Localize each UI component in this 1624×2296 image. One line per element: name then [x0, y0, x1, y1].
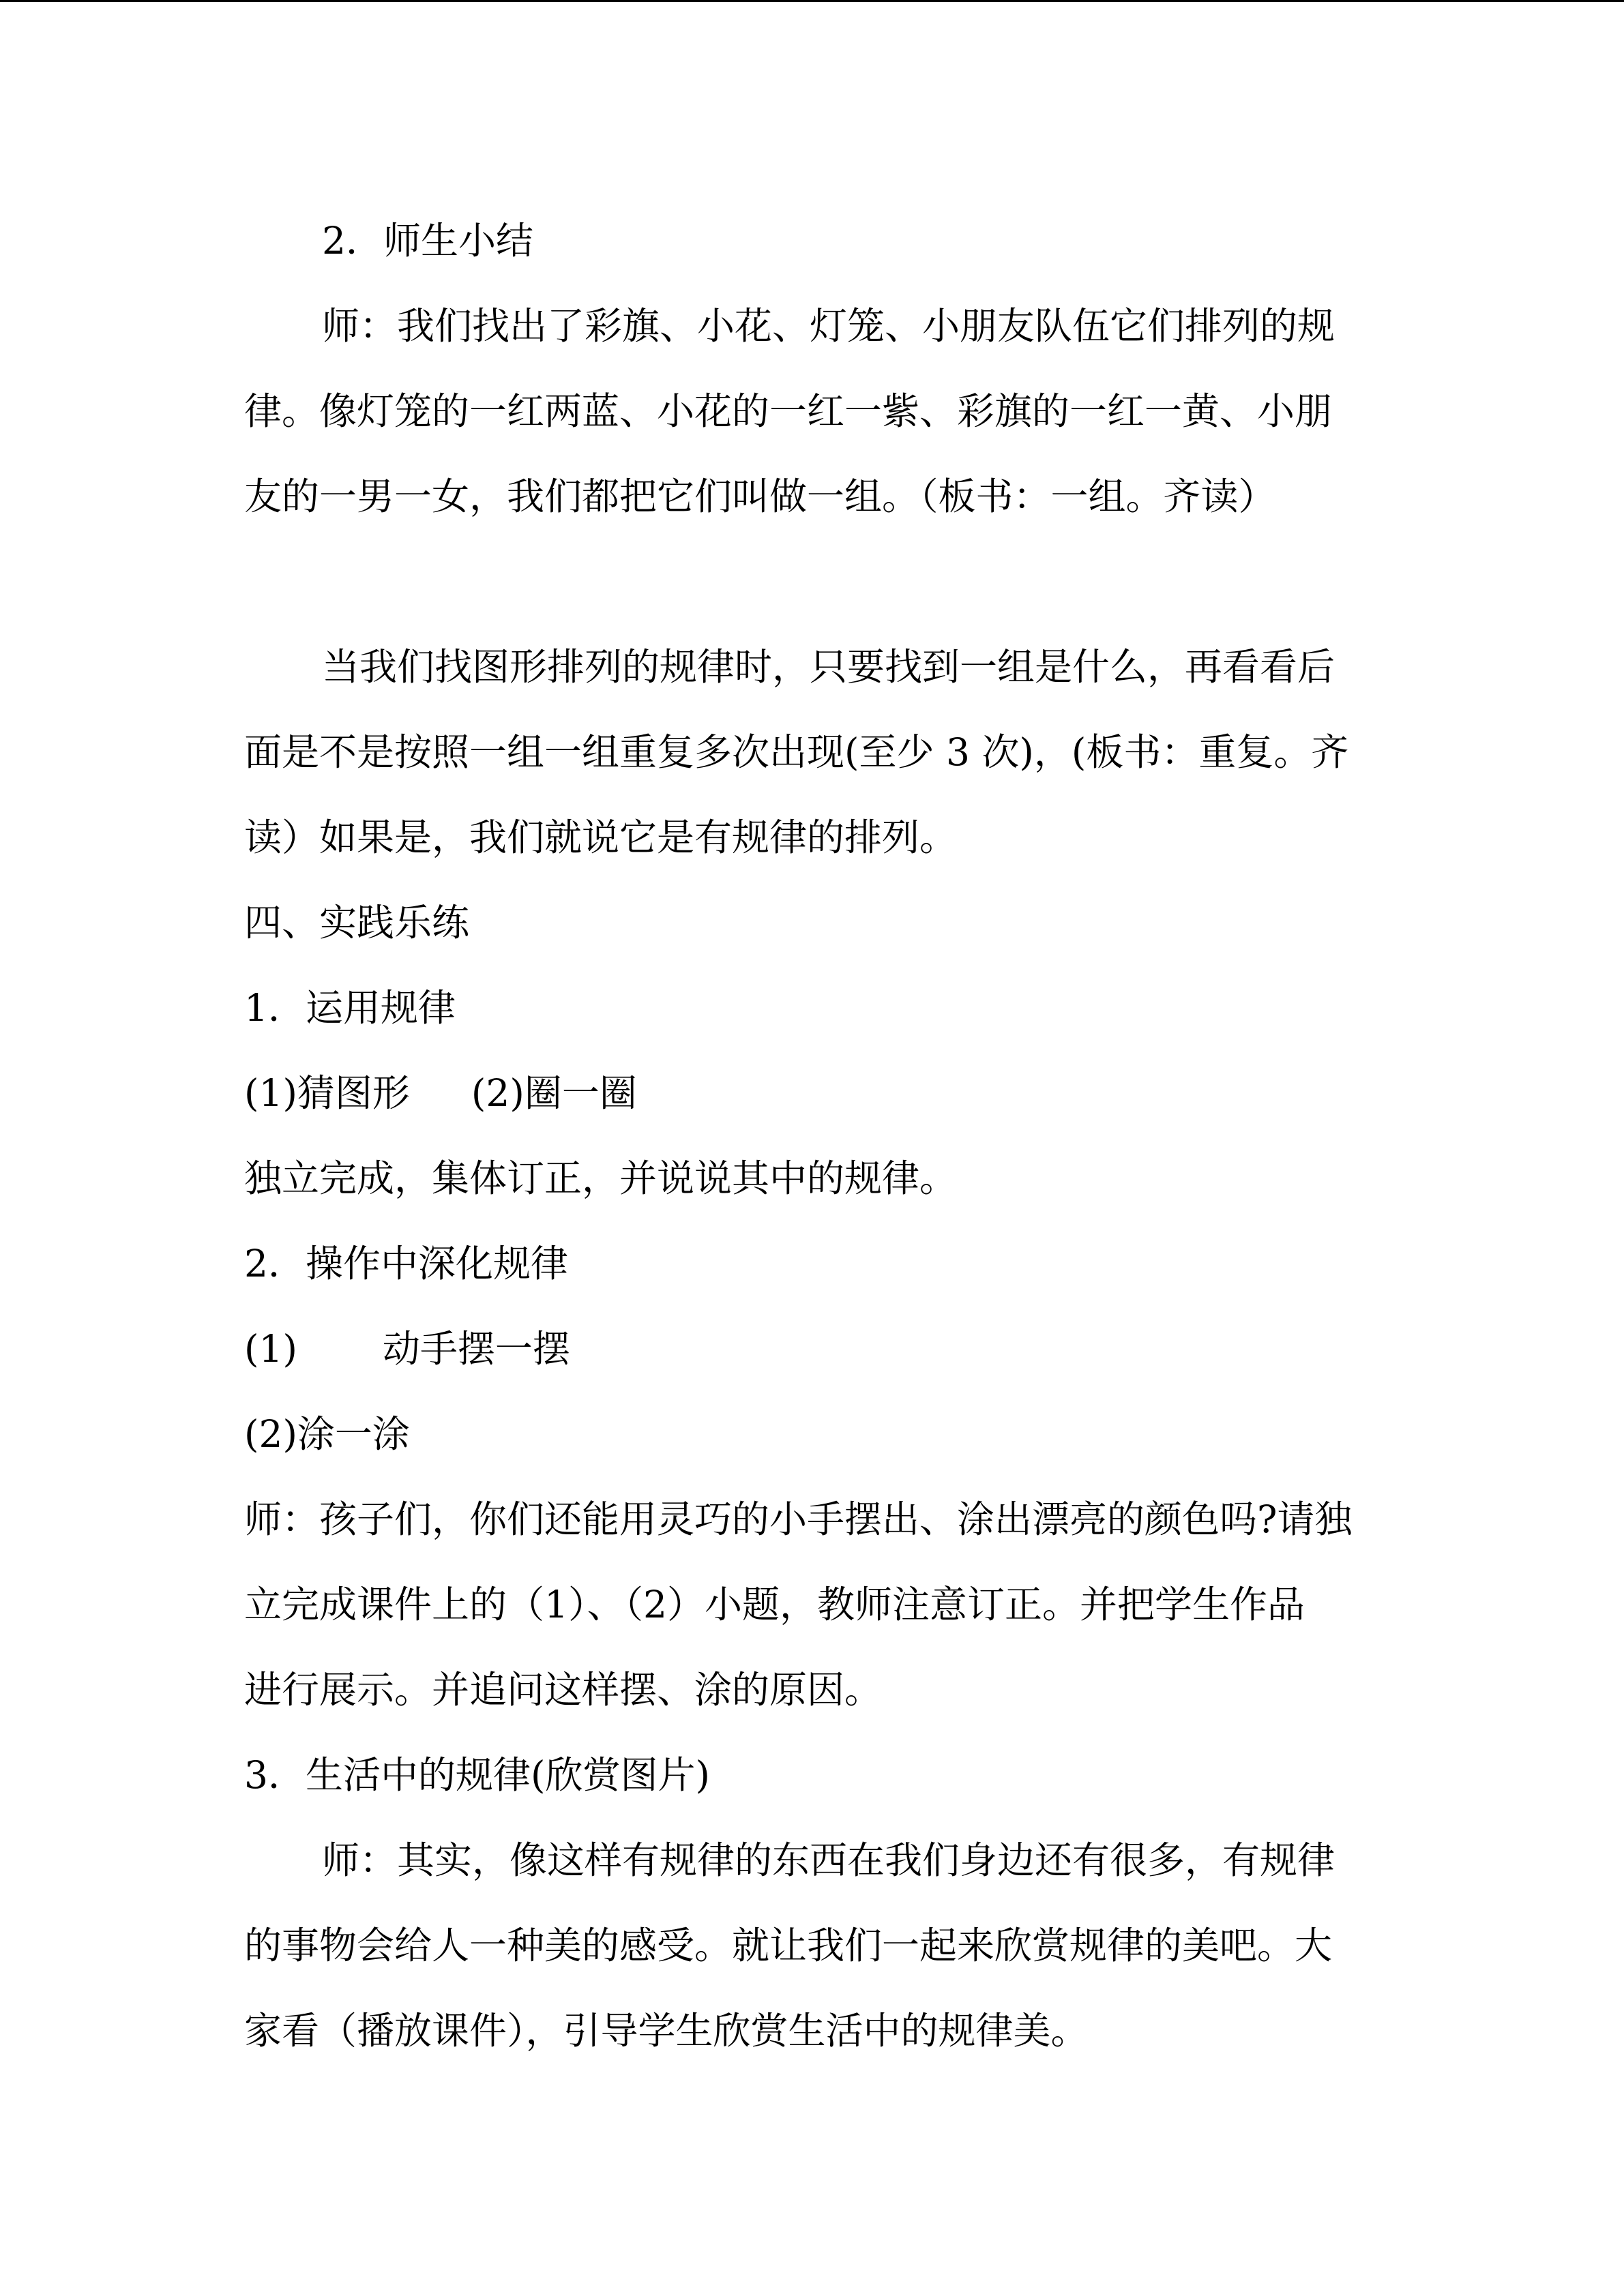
paragraph-line: 师：其实，像这样有规律的东西在我们身边还有很多，有规律 [322, 1838, 1335, 1882]
paragraph-line: 律。像灯笼的一红两蓝、小花的一红一紫、彩旗的一红一黄、小朋 [244, 389, 1333, 433]
list-item: 动手摆一摆 [382, 1327, 570, 1371]
paragraph-line: 的事物会给人一种美的感受。就让我们一起来欣赏规律的美吧。大 [244, 1924, 1333, 1967]
item-row [244, 1325, 570, 1373]
paragraph-line: 立完成课件上的（1）、（2）小题，教师注意订正。并把学生作品 [244, 1583, 1305, 1626]
list-item: (2)圈一圈 [471, 1071, 637, 1115]
paragraph-line: 独立完成，集体订正，并说说其中的规律。 [244, 1157, 958, 1200]
subheading-life-rules: 3．生活中的规律(欣赏图片) [244, 1753, 710, 1797]
subheading-deepen-rules: 2．操作中深化规律 [244, 1242, 568, 1285]
list-item: (1)猜图形 [244, 1071, 410, 1115]
paragraph-line: 进行展示。并追问这样摆、涂的原因。 [244, 1668, 883, 1712]
paragraph-line: 读）如果是，我们就说它是有规律的排列。 [244, 816, 958, 859]
subheading-apply-rules: 1．运用规律 [244, 986, 456, 1030]
paragraph-line: 师：我们找出了彩旗、小花、灯笼、小朋友队伍它们排列的规 [322, 304, 1335, 348]
paragraph-line: 师：孩子们，你们还能用灵巧的小手摆出、涂出漂亮的颜色吗?请独 [244, 1497, 1353, 1541]
paragraph-line: 面是不是按照一组一组重复多次出现(至少 3 次)，(板书：重复。齐 [244, 730, 1349, 774]
paragraph-line: 家看（播放课件），引导学生欣赏生活中的规律美。 [244, 2009, 1089, 2053]
subheading-summary: 2．师生小结 [322, 219, 533, 263]
paragraph-line: 当我们找图形排列的规律时，只要找到一组是什么，再看看后 [322, 645, 1335, 689]
section-heading: 四、实践乐练 [244, 901, 470, 944]
list-item-number: (1) [244, 1327, 297, 1371]
list-item: (2)涂一涂 [244, 1412, 410, 1456]
paragraph-line: 友的一男一女，我们都把它们叫做一组。（板书：一组。齐读） [244, 475, 1276, 518]
item-row [244, 1069, 637, 1117]
